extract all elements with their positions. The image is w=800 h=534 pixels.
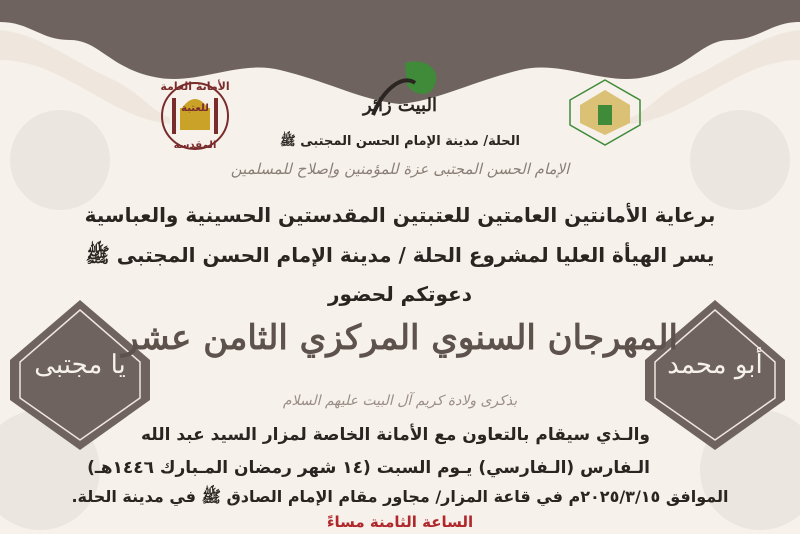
time-line: الساعة الثامنة مساءً — [326, 513, 474, 531]
right-medallion-text: أبو محمد — [667, 350, 763, 380]
slogan: الإمام الحسن المجتبى عزة للمؤمنين وإصلاح للمسلمين — [230, 160, 570, 178]
zaer-albait-logo — [355, 55, 445, 130]
left-logo-caption-top: الأمانة العامة — [160, 80, 230, 93]
location-line: الحلة/ مدينة الإمام الحسن المجتبى ﷺ — [279, 134, 521, 149]
left-logo-caption-bottom: المقدسة — [173, 140, 217, 151]
festival-subtitle: بذكرى ولادة كريم آل البيت عليهم السلام — [282, 393, 518, 409]
invitation-line: دعوتكم لحضور — [328, 282, 472, 306]
date-line: الـفارس (الـفارسي) يـوم السبت (١٤ شهر رمضان المـبارك ١٤٤٦هـ) — [87, 458, 650, 478]
center-logo-text: البيت زائر — [363, 95, 437, 116]
host-line: يسر الهيأة العليا لمشروع الحلة / مدينة الإمام الحسن المجتبى ﷺ — [85, 243, 715, 267]
left-medallion-text: يا مجتبى — [34, 350, 126, 380]
sponsorship-line: برعاية الأمانتين العامتين للعتبتين المقدستين الحسينية والعباسية — [84, 203, 716, 227]
festival-title: المهرجان السنوي المركزي الثامن عشر — [122, 318, 678, 358]
cooperation-line: والـذي سيقام بالتعاون مع الأمانة الخاصة لمزار السيد عبد الله — [140, 425, 650, 445]
venue-line: الموافق ٢٠٢٥/٣/١٥م في قاعة المزار/ مجاور مقام الإمام الصادق ﷺ في مدينة الحلة. — [71, 487, 729, 506]
left-logo-badge: للعتبة — [181, 103, 209, 114]
